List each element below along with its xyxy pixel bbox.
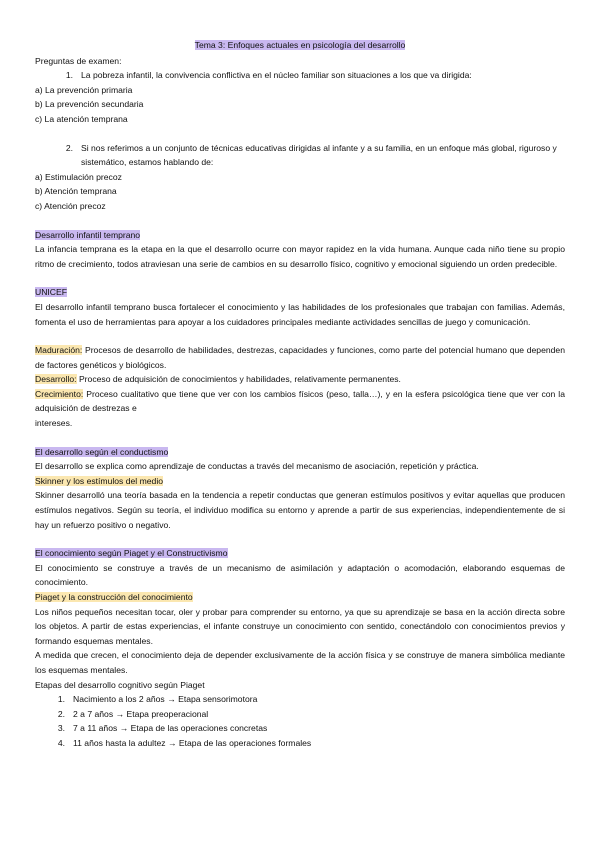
definition-text: Procesos de desarrollo de habilidades, destrezas, capacidades y funciones, como parte del potencial humano que dependen de factores genéticos y biológicos. <box>35 345 565 370</box>
stage-item <box>35 707 565 722</box>
section-text-piaget-2: Los niños pequeños necesitan tocar, oler y probar para comprender su entorno, ya que su aprendizaje se basa en la acción directa sobre los objetos. A partir de estas experiencias, el infante construye un conocimiento con sentido, conectándolo con conocimientos previos y formando esquemas mentales. <box>35 606 565 646</box>
stage-text: Nacimiento a los 2 años → Etapa sensorimotora <box>73 694 258 705</box>
definition-crecimiento <box>35 387 565 416</box>
section-text-skinner: Skinner desarrolló una teoría basada en la tendencia a repetir conductas que generan estímulos positivos y evitar aquellas que producen estímulos negativos. Según su teoría, el individuo modifica su entorno y aprende a partir de sus experiencias, independientemente de si hay un refuerzo positivo o negativo. <box>35 490 565 530</box>
question-text: La pobreza infantil, la convivencia conflictiva en el núcleo familiar son situaciones a los que va dirigida: <box>81 70 472 81</box>
definition-label: Crecimiento: <box>35 388 84 399</box>
stage-number: 3. <box>57 723 65 734</box>
subsection-heading-skinner: Skinner y los estímulos del medio <box>35 475 164 486</box>
section-heading-wrap <box>35 445 565 460</box>
question-number: 1. <box>65 70 73 81</box>
subsection-heading-wrap <box>35 474 565 489</box>
subsection-heading-piaget: Piaget y la construcción del conocimiento <box>35 592 193 602</box>
question-1-option-b: b) La prevención secundaria <box>35 99 144 110</box>
section-text-unicef: El desarrollo infantil temprano busca fortalecer el conocimiento y las habilidades de los profesionales que trabajan con familias. Además, fomenta el uso de herramientas para apoyar a los cuidadores principales mediante actividades sencillas de juego y comunicación. <box>35 301 565 327</box>
spacer <box>35 271 565 285</box>
definition-text: Proceso cualitativo que tiene que ver con los cambios físicos (peso, talla…), y en la esfera psicológica tiene que ver con la adquisición de destrezas e <box>35 388 565 414</box>
definition-label: Desarrollo: <box>35 374 77 385</box>
stage-item <box>35 721 565 736</box>
stage-number: 1. <box>57 694 65 705</box>
stage-number: 4. <box>57 737 65 748</box>
section-heading-piaget: El conocimiento según Piaget y el Constructivismo <box>35 548 228 559</box>
section-heading-wrap <box>35 546 565 561</box>
exam-question-1 <box>35 68 565 83</box>
section-text-dit: La infancia temprana es la etapa en la que el desarrollo ocurre con mayor rapidez en la vida humana. Aunque cada niño tiene su propio ritmo de crecimiento, todos atraviesan una serie de cambios en su desarrollo físico, cognitivo y emocional siguiendo un orden predecible. <box>35 244 565 269</box>
section-text-piaget-3: A medida que crecen, el conocimiento deja de depender exclusivamente de la acción física y se construye de manera simbólica mediante los esquemas mentales. <box>35 650 565 675</box>
document-title-wrap <box>35 38 565 53</box>
question-1-option-c: c) La atención temprana <box>35 113 128 124</box>
stage-text: 2 a 7 años → Etapa preoperacional <box>73 708 209 719</box>
stage-text: 7 a 11 años → Etapa de las operaciones concretas <box>73 723 268 734</box>
question-2-option-c: c) Atención precoz <box>35 200 106 211</box>
definition-crecimiento-cont: intereses. <box>35 418 73 429</box>
question-1-option-a: a) La prevención primaria <box>35 84 133 95</box>
section-heading-dit: Desarrollo infantil temprano <box>35 229 141 240</box>
definition-desarrollo <box>35 372 565 387</box>
section-heading-wrap <box>35 285 565 300</box>
stage-item <box>35 736 565 751</box>
spacer <box>35 329 565 343</box>
section-text-conductismo: El desarrollo se explica como aprendizaje de conductas a través del mecanismo de asociación, repetición y práctica. <box>35 461 479 472</box>
stage-item <box>35 692 565 707</box>
exam-heading: Preguntas de examen: <box>35 55 122 66</box>
document-content <box>35 38 565 751</box>
question-text: Si nos referimos a un conjunto de técnicas educativas dirigidas al infante y a su familia, en un enfoque más global, riguroso y sistemático, estamos hablando de: <box>81 142 557 168</box>
document-title: Tema 3: Enfoques actuales en psicología del desarrollo <box>194 40 406 50</box>
spacer <box>35 127 565 141</box>
stage-number: 2. <box>57 708 65 719</box>
section-text-piaget: El conocimiento se construye a través de un mecanismo de asimilación y adaptación o acomodación, elaborando esquemas de conocimiento. <box>35 562 565 588</box>
subsection-heading-wrap <box>35 590 565 605</box>
spacer <box>35 431 565 445</box>
section-heading-unicef: UNICEF <box>35 287 67 298</box>
spacer <box>35 532 565 546</box>
definition-label: Maduración: <box>35 345 83 356</box>
definition-maduracion <box>35 343 565 372</box>
section-heading-conductismo: El desarrollo según el conductismo <box>35 446 169 457</box>
stage-text: 11 años hasta la adultez → Etapa de las operaciones formales <box>73 737 312 748</box>
stages-heading: Etapas del desarrollo cognitivo según Piaget <box>35 679 205 690</box>
definition-text: Proceso de adquisición de conocimientos y habilidades, relativamente permanentes. <box>76 374 401 385</box>
exam-question-2 <box>35 141 565 170</box>
question-number: 2. <box>65 142 73 153</box>
spacer <box>35 214 565 228</box>
question-2-option-a: a) Estimulación precoz <box>35 171 122 182</box>
question-2-option-b: b) Atención temprana <box>35 186 117 197</box>
section-heading-wrap <box>35 228 565 243</box>
